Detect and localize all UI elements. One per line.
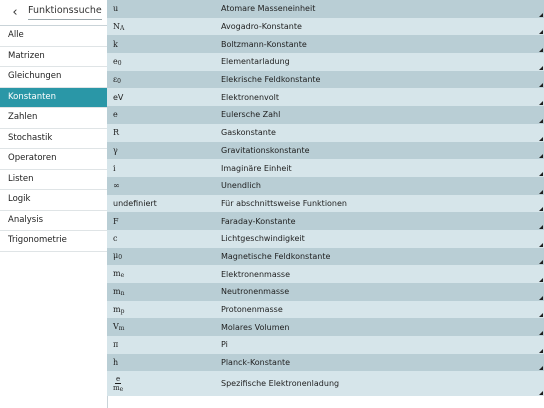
constant-symbol: $\mu_0$: [113, 251, 123, 262]
corner-icon: [539, 30, 543, 34]
search-title: Funktionssuche: [28, 5, 102, 20]
category-trigonometrie[interactable]: Trigonometrie: [0, 231, 107, 252]
constant-row[interactable]: [107, 371, 544, 396]
constant-row[interactable]: [107, 283, 544, 301]
constant-name: Elektronenvolt: [221, 92, 280, 102]
constant-name: Magnetische Feldkonstante: [221, 251, 331, 261]
constant-row[interactable]: [107, 71, 544, 89]
constant-symbol: c: [113, 234, 118, 244]
constant-name: Gaskonstante: [221, 128, 276, 138]
constant-symbol: F: [113, 216, 119, 226]
category-alle[interactable]: Alle: [0, 26, 107, 47]
constant-name: Elekrische Feldkonstante: [221, 75, 321, 85]
sidebar: [0, 0, 108, 408]
corner-icon: [539, 243, 543, 247]
constant-row[interactable]: [107, 124, 544, 142]
corner-icon: [539, 366, 543, 370]
constant-symbol: γ: [113, 145, 118, 155]
constant-symbol: k: [113, 39, 118, 49]
corner-icon: [539, 207, 543, 211]
corner-icon: [539, 331, 543, 335]
corner-icon: [539, 48, 543, 52]
constant-name: Neutronenmasse: [221, 287, 290, 297]
corner-icon: [539, 349, 543, 353]
category-gleichungen[interactable]: Gleichungen: [0, 67, 107, 88]
constant-name: Planck-Konstante: [221, 358, 291, 368]
category-listen[interactable]: Listen: [0, 170, 107, 191]
constant-row[interactable]: [107, 354, 544, 372]
constant-row[interactable]: [107, 0, 544, 18]
sidebar-header: [0, 0, 107, 26]
corner-icon: [539, 13, 543, 17]
corner-icon: [539, 172, 543, 176]
constants-list: [107, 0, 544, 408]
constant-row[interactable]: [107, 318, 544, 336]
constant-name: Gravitationskonstante: [221, 145, 310, 155]
constant-symbol: $m_n$: [113, 286, 125, 297]
constant-row[interactable]: [107, 301, 544, 319]
corner-icon: [539, 66, 543, 70]
constant-name: Molares Volumen: [221, 322, 290, 332]
constant-row[interactable]: [107, 177, 544, 195]
constant-symbol: eV: [113, 92, 124, 102]
constant-row[interactable]: [107, 230, 544, 248]
constant-name: Eulersche Zahl: [221, 110, 281, 120]
constant-row[interactable]: [107, 159, 544, 177]
constant-symbol: $m_p$: [113, 304, 125, 315]
constant-row[interactable]: [107, 195, 544, 213]
corner-icon: [539, 119, 543, 123]
constant-row[interactable]: [107, 142, 544, 160]
corner-icon: [539, 137, 543, 141]
category-logik[interactable]: Logik: [0, 190, 107, 211]
constant-symbol: $N_A$: [113, 21, 125, 32]
corner-icon: [539, 313, 543, 317]
category-stochastik[interactable]: Stochastik: [0, 129, 107, 150]
corner-icon: [539, 391, 543, 395]
constant-symbol: u: [113, 4, 119, 14]
corner-icon: [539, 83, 543, 87]
corner-icon: [539, 225, 543, 229]
constant-symbol: R: [113, 128, 120, 138]
constant-name: Elementarladung: [221, 57, 290, 67]
constant-row[interactable]: [107, 88, 544, 106]
category-analysis[interactable]: Analysis: [0, 211, 107, 232]
constant-symbol: [107, 374, 215, 394]
constant-row[interactable]: [107, 106, 544, 124]
constant-symbol: π: [113, 340, 119, 350]
constant-row[interactable]: [107, 265, 544, 283]
fraction: $\frac{e}{m_e}$: [113, 374, 124, 393]
corner-icon: [539, 101, 543, 105]
constant-name: Boltzmann-Konstante: [221, 39, 307, 49]
constant-name: Elektronenmasse: [221, 269, 290, 279]
chevron-left-icon[interactable]: ‹: [12, 5, 18, 20]
constant-row[interactable]: [107, 18, 544, 36]
constant-name: Unendlich: [221, 181, 261, 191]
constant-name: Faraday-Konstante: [221, 216, 296, 226]
constant-row[interactable]: [107, 212, 544, 230]
constant-name: Pi: [221, 340, 228, 350]
constant-name: Imaginäre Einheit: [221, 163, 292, 173]
constant-row[interactable]: [107, 35, 544, 53]
constant-name: Lichtgeschwindigkeit: [221, 234, 305, 244]
constant-symbol: $V_m$: [113, 322, 125, 333]
constant-name: Spezifische Elektronenladung: [221, 379, 340, 389]
category-konstanten[interactable]: Konstanten: [0, 88, 107, 109]
constant-row[interactable]: [107, 53, 544, 71]
constant-row[interactable]: [107, 248, 544, 266]
constant-row[interactable]: [107, 336, 544, 354]
category-operatoren[interactable]: Operatoren: [0, 149, 107, 170]
constant-symbol: ∞: [113, 181, 120, 191]
category-matrizen[interactable]: Matrizen: [0, 47, 107, 68]
constant-name: Protonenmasse: [221, 305, 283, 315]
constant-name: Avogadro-Konstante: [221, 22, 302, 32]
constant-symbol: $m_e$: [113, 269, 125, 280]
corner-icon: [539, 260, 543, 264]
constant-symbol: $\varepsilon_0$: [113, 74, 121, 85]
constant-symbol: undefiniert: [113, 198, 157, 208]
category-zahlen[interactable]: Zahlen: [0, 108, 107, 129]
corner-icon: [539, 190, 543, 194]
constant-name: Für abschnittsweise Funktionen: [221, 198, 347, 208]
corner-icon: [539, 296, 543, 300]
constant-symbol: h: [113, 358, 119, 368]
constant-symbol: e: [113, 110, 118, 120]
constant-symbol: $e_0$: [113, 56, 122, 67]
corner-icon: [539, 154, 543, 158]
constant-symbol: i: [113, 163, 116, 173]
corner-icon: [539, 278, 543, 282]
constant-name: Atomare Masseneinheit: [221, 4, 316, 14]
